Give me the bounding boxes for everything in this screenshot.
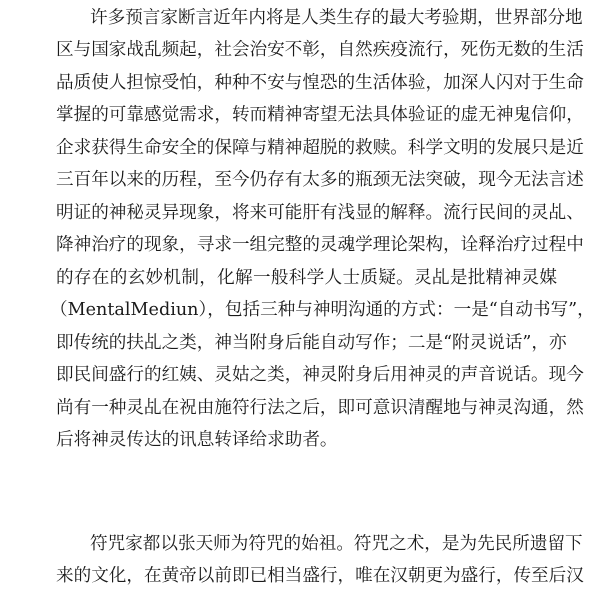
text-line: 的存在的玄妙机制，化解一般科学人士质疑。灵乩是批精神灵媒 (56, 268, 557, 288)
text-line: （MentalMediun），包括三种与神明沟通的方式：一是“自动书写”， (50, 300, 595, 320)
text-line: 企求获得生命安全的保障与精神超脱的救赎。科学文明的发展只是近 (56, 138, 584, 158)
text-line: 符咒家都以张天师为符咒的始祖。符咒之术，是为先民所遗留下 (90, 534, 583, 554)
text-line: 区与国家战乱频起，社会治安不彰，自然疾疫流行，死伤无数的生活 (56, 40, 584, 60)
text-line: 后将神灵传达的讯息转译给求助者。 (56, 430, 338, 450)
text-line: 即传统的扶乩之类，神当附身后能自动写作；二是“附灵说话”，亦 (56, 333, 567, 353)
text-line: 许多预言家断言近年内将是人类生存的最大考验期，世界部分地 (90, 8, 583, 28)
text-line: 尚有一种灵乩在祝由施符行法之后，即可意识清醒地与神灵沟通，然 (56, 398, 584, 418)
text-line: 明证的神秘灵异现象，将来可能肝有浅显的解释。流行民间的灵乩、 (56, 203, 584, 223)
text-line: 降神治疗的现象，寻求一组完整的灵魂学理论架构，诠释治疗过程中 (56, 235, 584, 255)
text-line: 掌握的可靠感觉需求，转而精神寄望无法具体验证的虚无神鬼信仰， (56, 105, 584, 125)
text-line: 三百年以来的历程，至今仍存有太多的瓶颈无法突破，现今无法言述 (56, 170, 584, 190)
text-line: 品质使人担惊受怕，种种不安与惶恐的生活体验，加深人闪对于生命 (56, 73, 584, 93)
text-line: 来的文化，在黄帝以前即已相当盛行，唯在汉朝更为盛行，传至后汉 (56, 566, 584, 586)
text-line: 即民间盛行的红姨、灵姑之类，神灵附身后用神灵的声音说话。现今 (56, 365, 584, 385)
